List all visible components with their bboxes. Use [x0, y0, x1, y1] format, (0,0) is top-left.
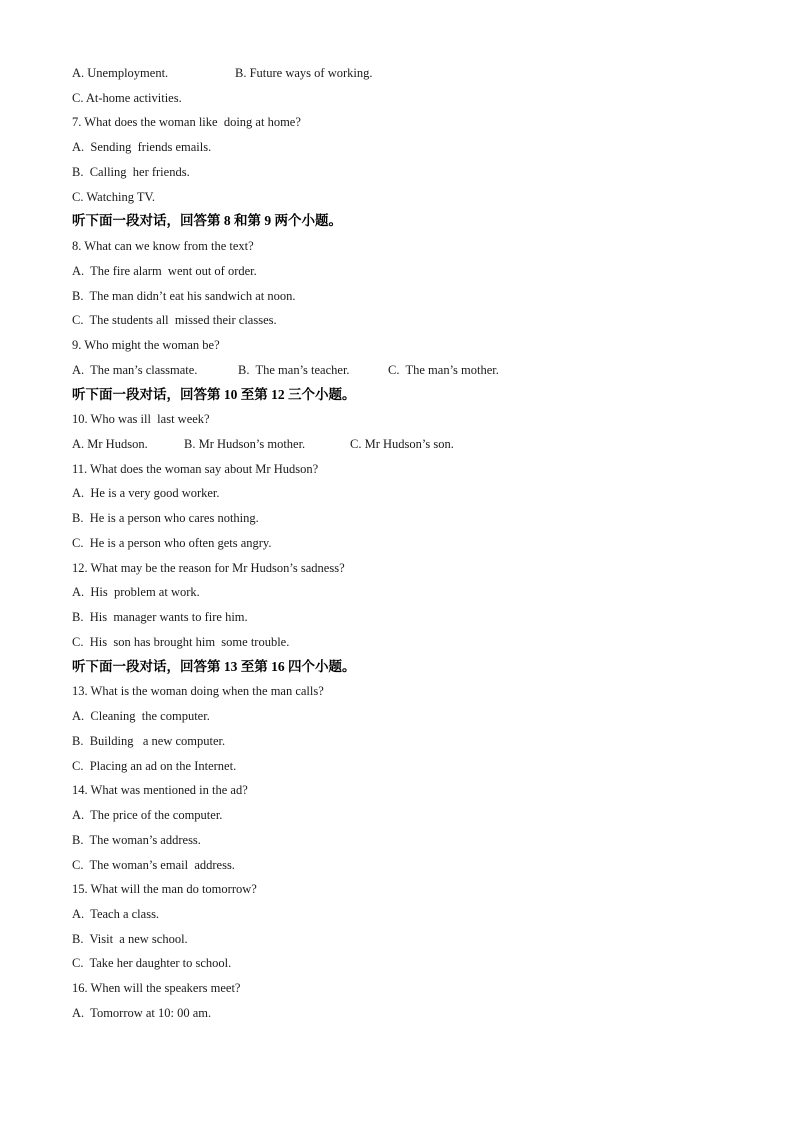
answer-option-row — [72, 830, 732, 855]
question-label: 13. What is the woman doing when the man calls? — [72, 684, 324, 699]
question-text — [72, 335, 732, 360]
answer-option-row — [72, 582, 732, 607]
question-label: 11. What does the woman say about Mr Hudson? — [72, 461, 319, 476]
heading-text: 听下面一段对话，回答第 13 至第 16 四个小题。 — [72, 658, 356, 674]
section-heading — [72, 211, 732, 236]
question-label: 10. Who was ill last week? — [72, 412, 210, 427]
section-heading — [72, 657, 732, 682]
question-text — [72, 681, 732, 706]
question-text — [72, 409, 732, 434]
answer-option-row — [72, 434, 732, 459]
answer-option: A. Mr Hudson. — [72, 437, 148, 452]
answer-option: B. The man’s teacher. — [238, 362, 350, 377]
question-label: 14. What was mentioned in the ad? — [72, 783, 248, 798]
answer-option: C. At-home activities. — [72, 90, 182, 105]
answer-option-row — [72, 137, 732, 162]
answer-option-row — [72, 88, 732, 113]
answer-option: A. Teach a class. — [72, 906, 160, 921]
answer-option: C. The students all missed their classes. — [72, 313, 277, 328]
answer-option-row — [72, 855, 732, 880]
answer-option-row — [72, 904, 732, 929]
answer-option: A. The fire alarm went out of order. — [72, 263, 257, 278]
answer-option-row — [72, 706, 732, 731]
question-text — [72, 978, 732, 1003]
answer-option-row — [72, 187, 732, 212]
question-label: 12. What may be the reason for Mr Hudson’s sadness? — [72, 560, 345, 575]
answer-option-row — [72, 162, 732, 187]
question-text — [72, 879, 732, 904]
answer-option: B. His manager wants to fire him. — [72, 610, 248, 625]
answer-option: A. Tomorrow at 10: 00 am. — [72, 1005, 212, 1020]
section-heading — [72, 385, 732, 410]
answer-option: B. Calling her friends. — [72, 164, 190, 179]
answer-option-row — [72, 533, 732, 558]
exam-page-content — [72, 63, 732, 1028]
answer-option: A. Unemployment. — [72, 66, 169, 80]
question-text — [72, 558, 732, 583]
answer-option-row — [72, 310, 732, 335]
answer-option: C. Take her daughter to school. — [72, 956, 232, 971]
answer-option-row — [72, 286, 732, 311]
answer-option-row — [72, 1003, 732, 1028]
answer-option: B. The woman’s address. — [72, 832, 201, 847]
answer-option-row — [72, 756, 732, 781]
answer-option-row — [72, 360, 732, 385]
answer-option: A. The price of the computer. — [72, 808, 223, 823]
answer-option-row — [72, 607, 732, 632]
question-label: 8. What can we know from the text? — [72, 239, 254, 254]
question-text — [72, 780, 732, 805]
heading-text: 听下面一段对话，回答第 10 至第 12 三个小题。 — [72, 386, 356, 402]
answer-option-row — [72, 953, 732, 978]
answer-option: A. Sending friends emails. — [72, 140, 212, 155]
answer-option-row — [72, 929, 732, 954]
answer-option-row — [72, 632, 732, 657]
question-label: 15. What will the man do tomorrow? — [72, 882, 257, 897]
answer-option-row — [72, 483, 732, 508]
answer-option: B. Future ways of working. — [235, 66, 373, 80]
answer-option: A. The man’s classmate. — [72, 362, 198, 377]
answer-option: C. The woman’s email address. — [72, 857, 235, 872]
question-text — [72, 459, 732, 484]
answer-option: A. He is a very good worker. — [72, 486, 220, 501]
answer-option: A. His problem at work. — [72, 585, 200, 600]
answer-option: C. He is a person who often gets angry. — [72, 535, 272, 550]
answer-option-row — [72, 63, 732, 88]
answer-option-row — [72, 261, 732, 286]
question-label: 16. When will the speakers meet? — [72, 981, 241, 996]
answer-option: B. He is a person who cares nothing. — [72, 511, 259, 526]
answer-option-row — [72, 805, 732, 830]
answer-option: C. Mr Hudson’s son. — [350, 437, 454, 452]
answer-option: B. The man didn’t eat his sandwich at noon. — [72, 288, 296, 303]
question-label: 9. Who might the woman be? — [72, 338, 220, 353]
question-label: 7. What does the woman like doing at home? — [72, 115, 301, 130]
answer-option: B. Mr Hudson’s mother. — [184, 437, 306, 452]
answer-option: C. Placing an ad on the Internet. — [72, 758, 237, 773]
answer-option: C. The man’s mother. — [388, 362, 499, 377]
answer-option: C. Watching TV. — [72, 189, 156, 204]
heading-text: 听下面一段对话，回答第 8 和第 9 两个小题。 — [72, 213, 342, 229]
answer-option-row — [72, 508, 732, 533]
answer-option: B. Building a new computer. — [72, 733, 226, 748]
answer-option-row — [72, 731, 732, 756]
answer-option: C. His son has brought him some trouble. — [72, 634, 290, 649]
answer-option: B. Visit a new school. — [72, 931, 188, 946]
question-text — [72, 236, 732, 261]
question-text — [72, 112, 732, 137]
answer-option: A. Cleaning the computer. — [72, 709, 210, 724]
